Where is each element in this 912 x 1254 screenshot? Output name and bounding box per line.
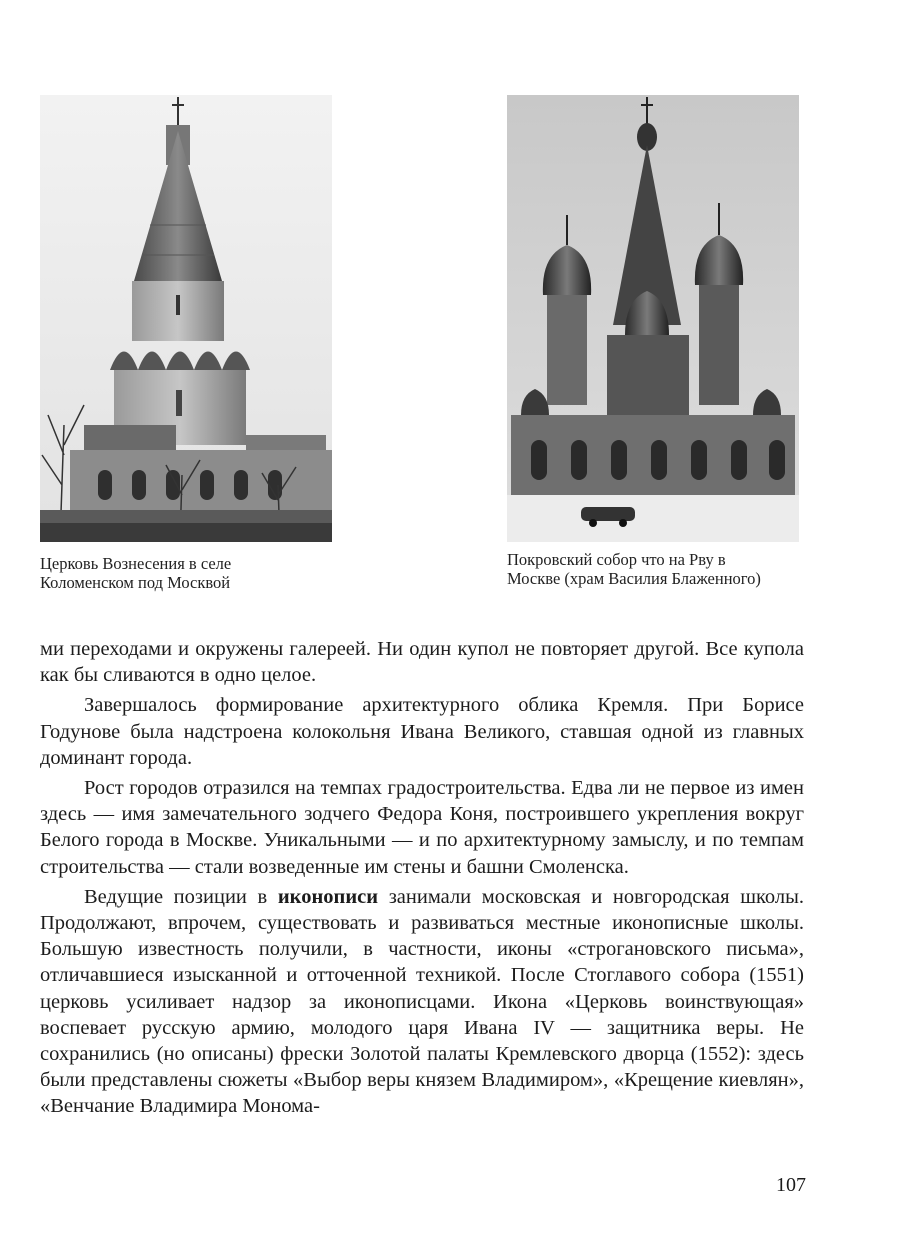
st-basils-cathedral-photo (507, 95, 799, 542)
figure-st-basils-cathedral (507, 95, 799, 588)
figure-church-of-ascension (40, 95, 332, 592)
term-iconography: иконописи (277, 885, 379, 908)
paragraph-4 (40, 884, 804, 1120)
paragraph-4-intro: Ведущие позиции в (84, 885, 278, 908)
church-of-ascension-photo (40, 95, 332, 542)
figure-caption-right: Покровский собор что на Рву в Москве (храм Василия Блаженного) (507, 550, 761, 588)
paragraph-3: Рост городов отразился на темпах градостроительства. Едва ли не первое из имен здесь — имя замечательного зодчего Федора Коня, построившего укрепления вокруг Белого города в Москве. Уникальными — и по архитектурному замыслу, и по темпам строительства — стали возведенные им стены и башни Смоленска. (40, 777, 804, 878)
page-number: 107 (776, 1174, 806, 1196)
paragraph-4-rest: занимали московская и новгородская школы. Продолжают, впрочем, существовать и развиваться местные иконописные школы. Большую известность получили, в частности, иконы «строгановского письма», отличавшиеся изысканной и отточенной техникой. После Стоглавого собора (1551) церковь усиливает надзор за иконописцами. Икона «Церковь воинствующая» воспевает русскую армию, молодого царя Ивана IV — защитника веры. Не сохранились (но описаны) фрески Золотой палаты Кремлевского дворца (1552): здесь были представлены сюжеты «Выбор веры князем Владимиром», «Крещение киевлян», «Венчание Владимира Монома- (40, 885, 805, 1118)
body-text (40, 636, 804, 1120)
figure-caption-left: Церковь Вознесения в селе Коломенском под Москвой (40, 554, 232, 592)
paragraph-2: Завершалось формирование архитектурного облика Кремля. При Борисе Годунове была надстроена колокольня Ивана Великого, ставшая одной из главных доминант города. (40, 694, 804, 769)
paragraph-1: ми переходами и окружены галереей. Ни один купол не повторяет другой. Все купола как бы сливаются в одно целое. (40, 638, 804, 687)
